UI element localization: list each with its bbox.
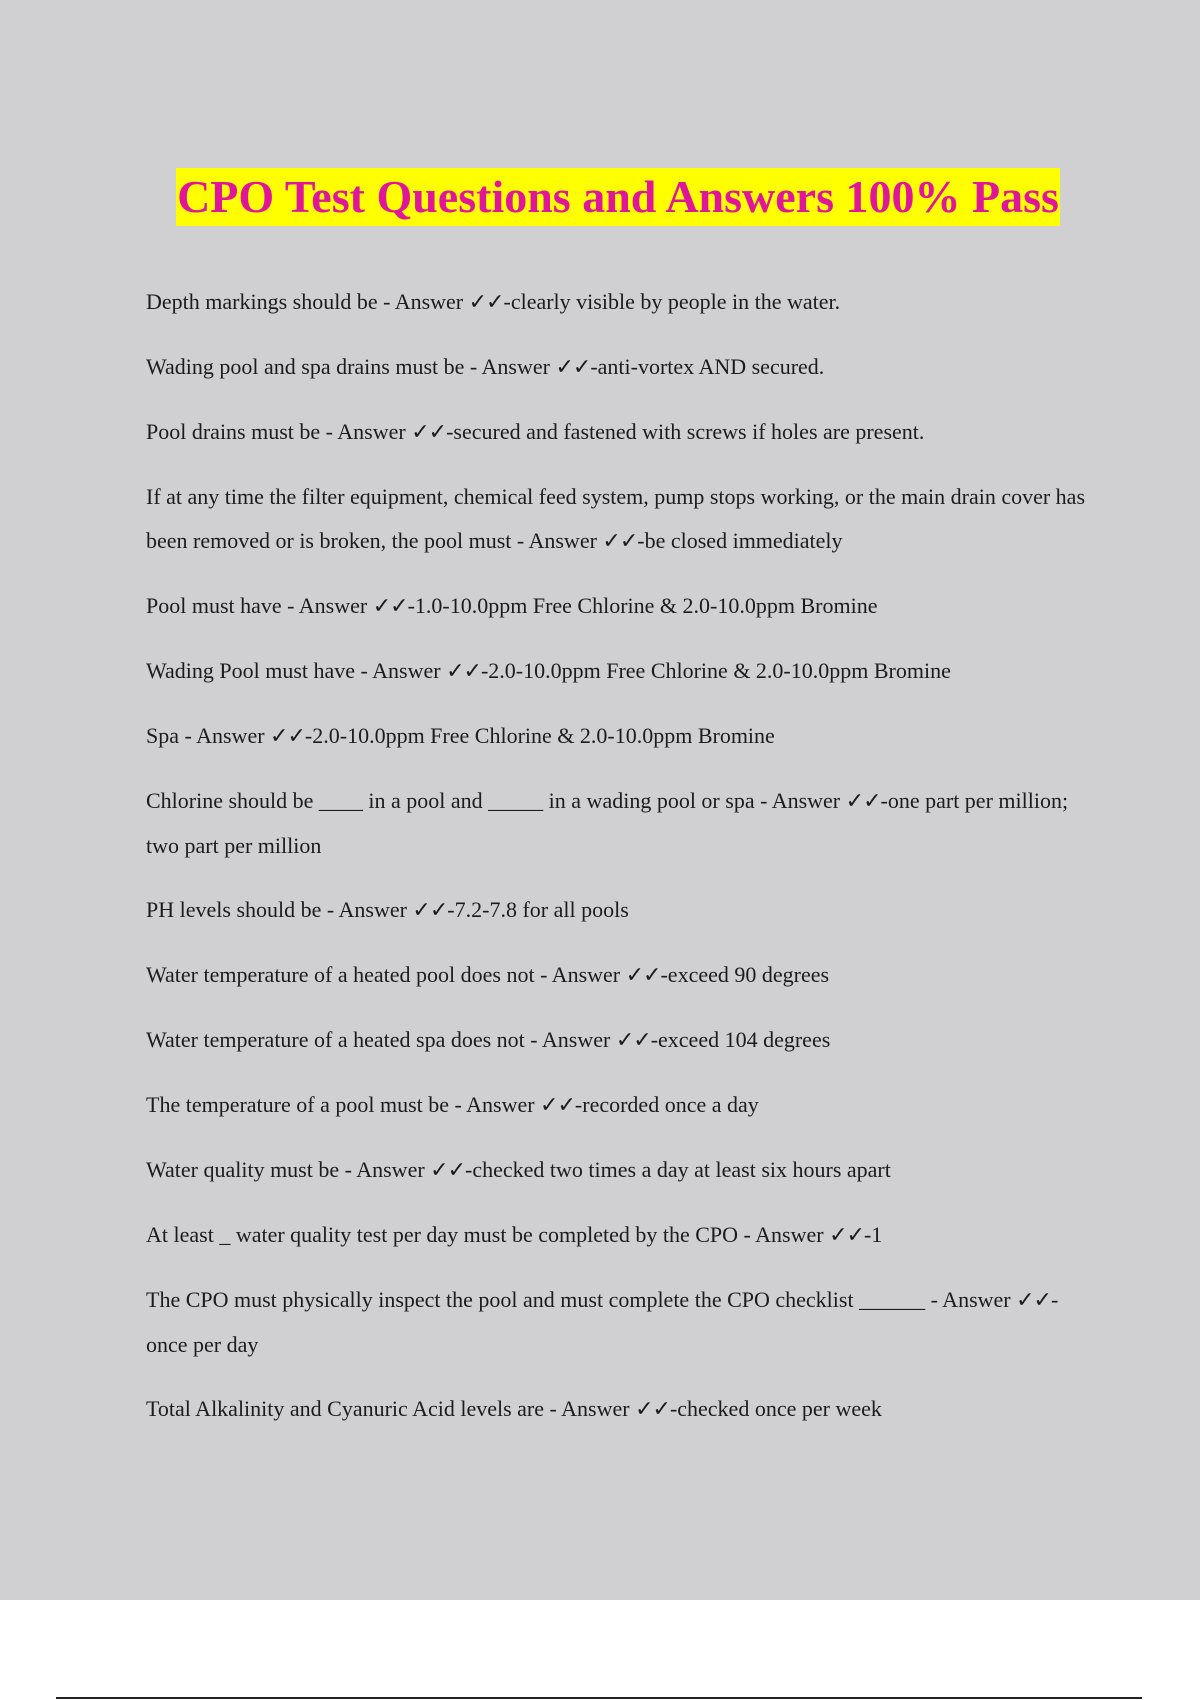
- double-check-icon: ✓✓: [372, 594, 408, 619]
- answer-text: -2.0-10.0ppm Free Chlorine & 2.0-10.0ppm Bromine: [304, 723, 775, 748]
- qa-item: [146, 649, 1086, 694]
- question-text: Chlorine should be ____ in a pool and _____ in a wading pool or spa - Answer: [146, 788, 846, 813]
- double-check-icon: ✓✓: [829, 1223, 864, 1248]
- answer-text: -recorded once a day: [574, 1092, 759, 1117]
- qa-item: [146, 1278, 1086, 1367]
- answer-text: -secured and fastened with screws if holes are present.: [446, 419, 925, 444]
- double-check-icon: ✓✓: [625, 963, 661, 988]
- question-text: Pool drains must be - Answer: [146, 419, 412, 444]
- qa-item: [146, 280, 1086, 325]
- answer-text: -exceed 90 degrees: [660, 962, 830, 987]
- question-text: At least _ water quality test per day must be completed by the CPO - Answer: [146, 1222, 830, 1247]
- double-check-icon: ✓✓: [412, 898, 448, 923]
- answer-text: -7.2-7.8 for all pools: [447, 897, 629, 922]
- document-title: CPO Test Questions and Answers 100% Pass: [176, 168, 1060, 226]
- double-check-icon: ✓✓: [446, 659, 481, 684]
- double-check-icon: ✓✓: [615, 1028, 651, 1053]
- qa-item: [146, 475, 1086, 564]
- qa-item: [146, 714, 1086, 759]
- qa-item: [146, 1083, 1086, 1128]
- answer-text: -checked two times a day at least six hours apart: [465, 1157, 891, 1182]
- footer-divider: [56, 1697, 1142, 1699]
- answer-text: -2.0-10.0ppm Free Chlorine & 2.0-10.0ppm Bromine: [480, 658, 951, 683]
- double-check-icon: ✓✓: [602, 529, 638, 554]
- double-check-icon: ✓✓: [1016, 1288, 1051, 1313]
- question-text: Pool must have - Answer: [146, 593, 373, 618]
- question-text: Total Alkalinity and Cyanuric Acid levels are - Answer: [146, 1396, 636, 1421]
- question-text: Wading pool and spa drains must be - Answer: [146, 354, 556, 379]
- question-text: Spa - Answer: [146, 723, 271, 748]
- qa-list: [146, 280, 1086, 1452]
- qa-item: [146, 345, 1086, 390]
- double-check-icon: ✓✓: [635, 1397, 670, 1422]
- question-text: Water temperature of a heated pool does not - Answer: [146, 962, 626, 987]
- qa-item: [146, 1148, 1086, 1193]
- double-check-icon: ✓✓: [845, 789, 881, 814]
- qa-item: [146, 410, 1086, 455]
- double-check-icon: ✓✓: [430, 1158, 466, 1183]
- answer-text: -1.0-10.0ppm Free Chlorine & 2.0-10.0ppm Bromine: [407, 593, 878, 618]
- question-text: Water quality must be - Answer: [146, 1157, 431, 1182]
- question-text: The CPO must physically inspect the pool and must complete the CPO checklist ______ - Answer: [146, 1287, 1017, 1312]
- question-text: Depth markings should be - Answer: [146, 289, 469, 314]
- answer-text: -one part per million; two part per million: [146, 788, 1069, 858]
- qa-item: [146, 779, 1086, 868]
- qa-item: [146, 584, 1086, 629]
- double-check-icon: ✓✓: [555, 355, 591, 380]
- question-text: Wading Pool must have - Answer: [146, 658, 447, 683]
- question-text: PH levels should be - Answer: [146, 897, 413, 922]
- answer-text: -clearly visible by people in the water.: [503, 289, 841, 314]
- qa-item: [146, 1018, 1086, 1063]
- double-check-icon: ✓✓: [468, 290, 504, 315]
- title-container: [0, 168, 1200, 226]
- question-text: Water temperature of a heated spa does not - Answer: [146, 1027, 616, 1052]
- answer-text: -anti-vortex AND secured.: [590, 354, 825, 379]
- double-check-icon: ✓✓: [270, 724, 305, 749]
- double-check-icon: ✓✓: [540, 1093, 575, 1118]
- qa-item: [146, 888, 1086, 933]
- question-text: The temperature of a pool must be - Answer: [146, 1092, 541, 1117]
- qa-item: [146, 1387, 1086, 1432]
- question-text: If at any time the filter equipment, chemical feed system, pump stops working, or the main drain cover has been removed or is broken, the pool must - Answer: [146, 484, 1086, 553]
- double-check-icon: ✓✓: [411, 420, 447, 445]
- answer-text: -once per day: [146, 1287, 1059, 1357]
- answer-text: -be closed immediately: [637, 528, 843, 553]
- qa-item: [146, 1213, 1086, 1258]
- answer-text: -1: [863, 1222, 883, 1247]
- answer-text: -exceed 104 degrees: [650, 1027, 831, 1052]
- answer-text: -checked once per week: [669, 1396, 882, 1421]
- qa-item: [146, 953, 1086, 998]
